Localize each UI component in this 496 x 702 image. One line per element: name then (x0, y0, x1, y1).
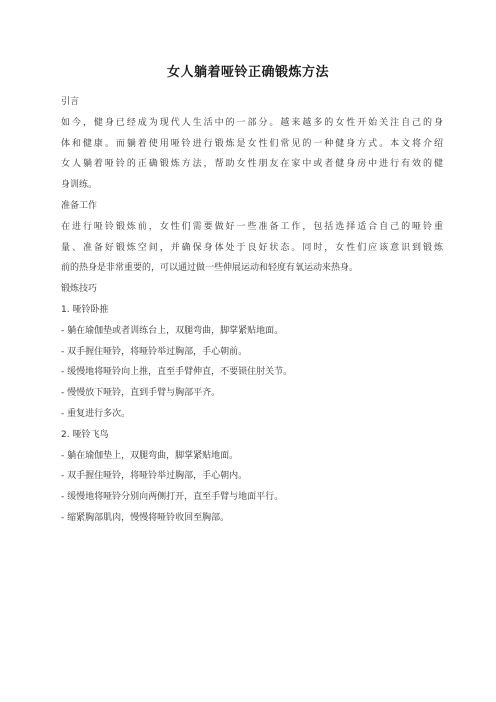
exercise-heading: 2. 哑铃飞鸟 (61, 429, 109, 440)
list-item: - 躺在瑜伽垫上，双腿弯曲，脚掌紧贴地面。 (61, 450, 239, 461)
list-item: - 双手握住哑铃，将哑铃举过胸部，手心朝前。 (61, 346, 248, 357)
list-item: - 缓慢地将哑铃分别向两侧打开，直至手臂与地面平行。 (61, 492, 284, 503)
list-item: - 躺在瑜伽垫或者训练台上，双腿弯曲，脚掌紧贴地面。 (61, 325, 284, 336)
document-body (61, 96, 443, 533)
list-item: - 重复进行多次。 (61, 408, 131, 419)
list-item: - 缩紧胸部肌肉，慢慢将哑铃收回至胸部。 (61, 512, 230, 523)
section-heading-preparation: 准备工作 (61, 200, 98, 211)
section-heading-intro: 引言 (61, 97, 80, 107)
paragraph-line: 前的热身是非常重要的，可以通过做一些伸展运动和轻度有氧运动来热身。 (61, 263, 359, 274)
paragraph-line: 女人躺着哑铃的正确锻炼方法，帮助女性朋友在家中或者健身房中进行有效的健 (61, 159, 443, 170)
paragraph-line: 在进行哑铃锻炼前，女性们需要做好一些准备工作，包括选择适合自己的哑铃重 (61, 221, 443, 232)
document-title: 女人躺着哑铃正确锻炼方法 (166, 65, 329, 80)
exercise-heading: 1. 哑铃卧推 (61, 304, 109, 315)
list-item: - 双手握住哑铃，将哑铃举过胸部，手心朝内。 (61, 471, 248, 482)
paragraph-line: 量、准备好锻炼空间，并确保身体处于良好状态。同时，女性们应该意识到锻炼 (61, 242, 443, 253)
paragraph-line: 体和健康。而躺着使用哑铃进行锻炼是女性们常见的一种健身方式。本文将介绍 (61, 138, 443, 149)
section-heading-techniques: 锻炼技巧 (61, 284, 98, 295)
paragraph-line: 身训练。 (61, 180, 98, 191)
paragraph-line: 如今，健身已经成为现代人生活中的一部分。越来越多的女性开始关注自己的身 (61, 117, 443, 128)
list-item: - 缓慢地将哑铃向上推，直至手臂伸直，不要锁住肘关节。 (61, 367, 293, 378)
list-item: - 慢慢放下哑铃，直到手臂与胸部平齐。 (61, 388, 221, 399)
